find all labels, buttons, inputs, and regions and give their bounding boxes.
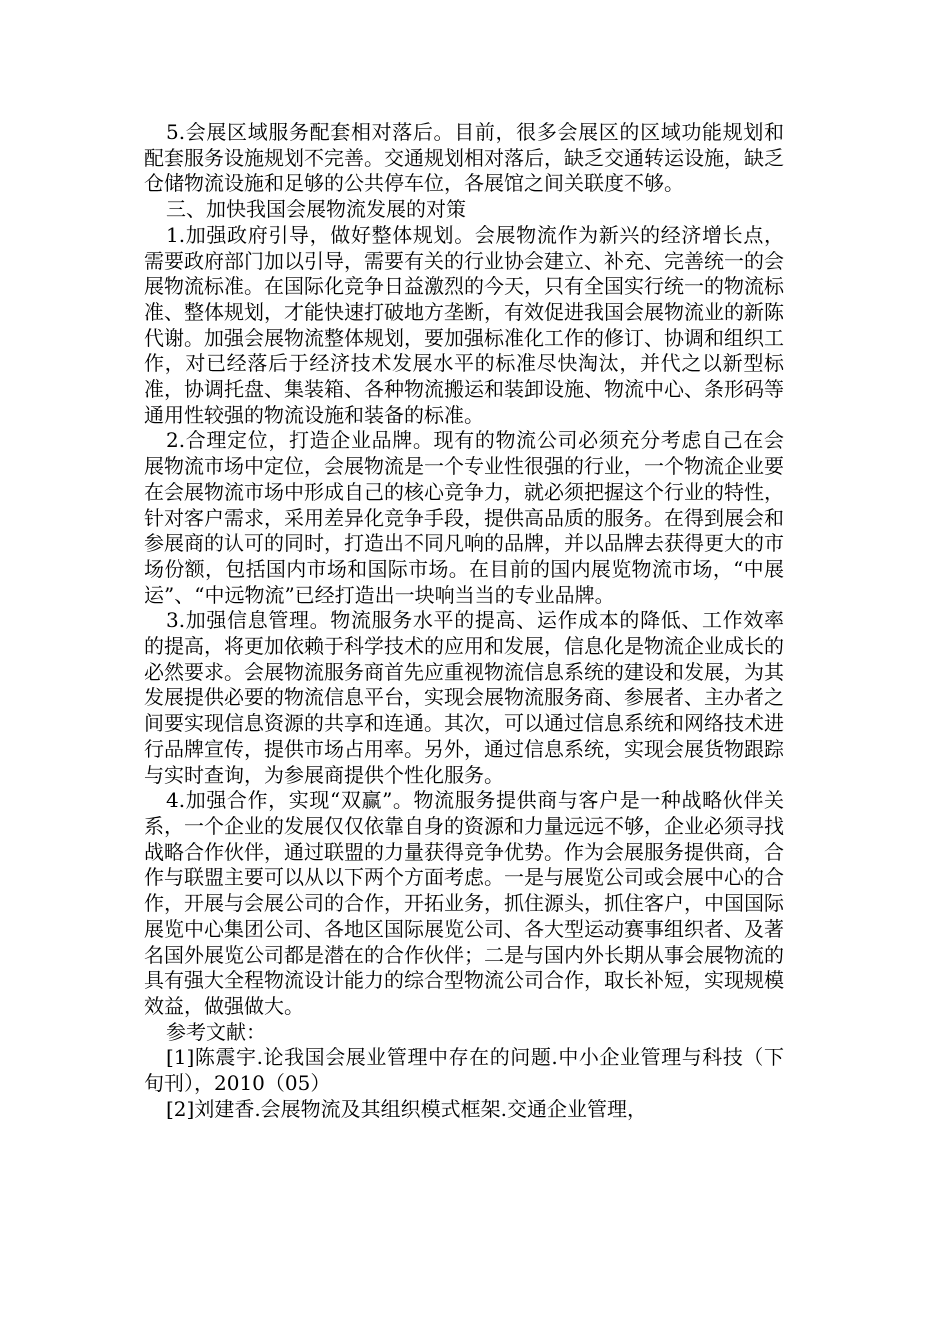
references-heading: 参考文献：	[166, 1019, 266, 1044]
paragraph-government-guidance: 1.加强政府引导，做好整体规划。会展物流作为新兴的经济增长点，需要政府部门加以引导，需要有关的行业协会建立、补充、完善统一的会展物流标准。在国际化竞争日益激烈的今天，只有全国实行统一的物流标准、整体规划，才能快速打破地方垄断，有效促进我国会展物流业的新陈代谢。加强会展物流整体规划，要加强标准化工作的修订、协调和组织工作，对已经落后于经济技术发展水平的标准尽快淘汰，并代之以新型标准，协调托盘、集装箱、各种物流搬运和装卸设施、物流中心、条形码等通用性较强的物流设施和装备的标准。	[144, 222, 784, 427]
section-heading-countermeasures: 三、加快我国会展物流发展的对策	[166, 197, 466, 222]
reference-item-1: [1]陈震宇.论我国会展业管理中存在的问题.中小企业管理与科技（下旬刊），2010（05）	[144, 1045, 784, 1096]
document-body	[144, 120, 784, 1122]
paragraph-cooperation: 4.加强合作，实现“双赢”。物流服务提供商与客户是一种战略伙伴关系，一个企业的发展仅仅依靠自身的资源和力量远远不够，企业必须寻找战略合作伙伴，通过联盟的力量获得竞争优势。作为会展服务提供商，合作与联盟主要可以从以下两个方面考虑。一是与展览公司或会展中心的合作，开展与会展公司的合作，开拓业务，抓住源头，抓住客户，中国国际展览中心集团公司、各地区国际展览公司、各大型运动赛事组织者、及著名国外展览公司都是潜在的合作伙伴；二是与国内外长期从事会展物流的具有强大全程物流设计能力的综合型物流公司合作，取长补短，实现规模效益，做强做大。	[144, 788, 784, 1018]
paragraph-venue-services: 5.会展区域服务配套相对落后。目前，很多会展区的区域功能规划和配套服务设施规划不完善。交通规划相对落后，缺乏交通转运设施，缺乏仓储物流设施和足够的公共停车位，各展馆之间关联度不够。	[144, 120, 784, 196]
reference-item-2: [2]刘建香.会展物流及其组织模式框架.交通企业管理，	[166, 1096, 648, 1121]
paragraph-information-management: 3.加强信息管理。物流服务水平的提高、运作成本的降低、工作效率的提高，将更加依赖于科学技术的应用和发展，信息化是物流企业成长的必然要求。会展物流服务商首先应重视物流信息系统的建设和发展，为其发展提供必要的物流信息平台，实现会展物流服务商、参展者、主办者之间要实现信息资源的共享和连通。其次，可以通过信息系统和网络技术进行品牌宣传，提供市场占用率。另外，通过信息系统，实现会展货物跟踪与实时查询，为参展商提供个性化服务。	[144, 608, 784, 787]
paragraph-brand-positioning: 2.合理定位，打造企业品牌。现有的物流公司必须充分考虑自己在会展物流市场中定位，会展物流是一个专业性很强的行业，一个物流企业要在会展物流市场中形成自己的核心竞争力，就必须把握这个行业的特性，针对客户需求，采用差异化竞争手段，提供高品质的服务。在得到展会和参展商的认可的同时，打造出不同凡响的品牌，并以品牌去获得更大的市场份额，包括国内市场和国际市场。在目前的国内展览物流市场，“中展运”、“中远物流”已经打造出一块响当当的专业品牌。	[144, 428, 784, 607]
